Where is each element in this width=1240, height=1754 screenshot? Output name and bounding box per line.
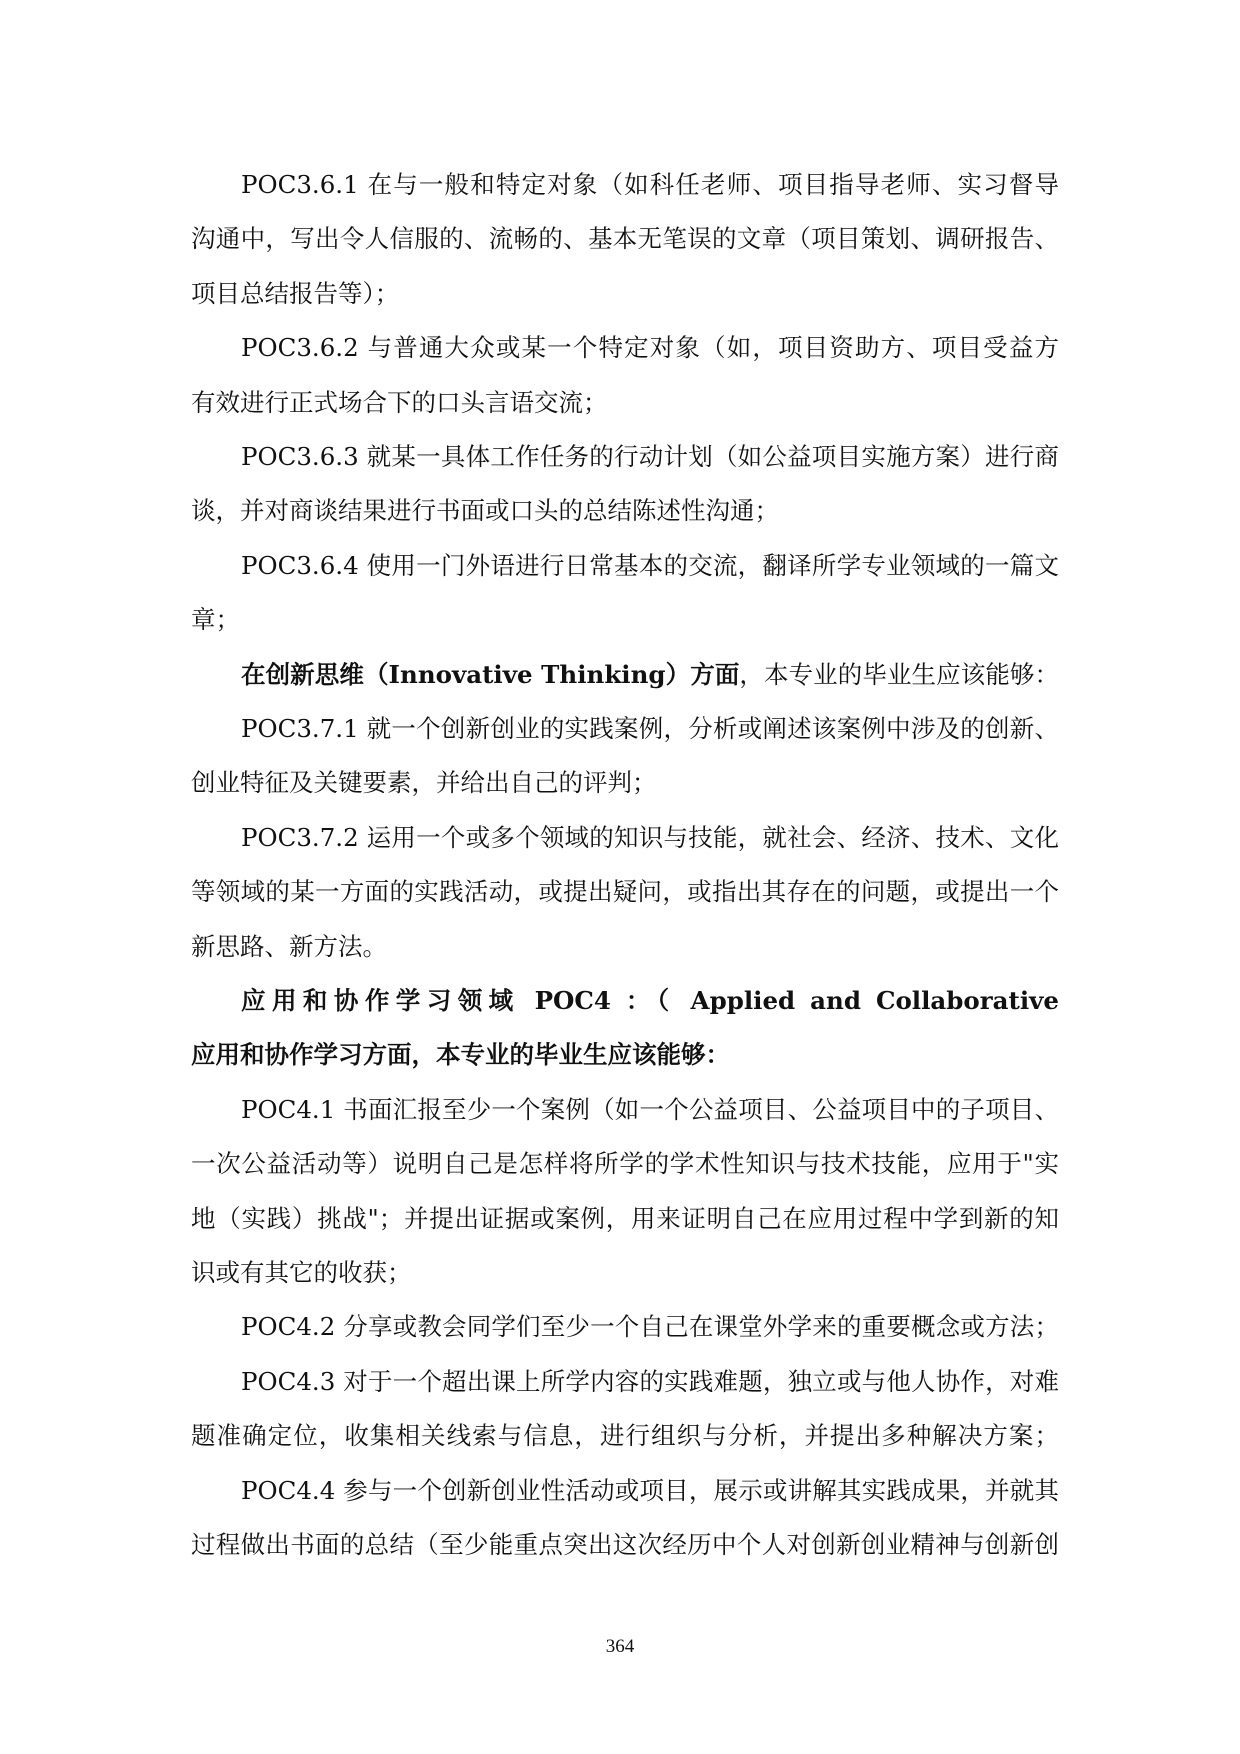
bold-heading-text: 应用和协作学习方面，本专业的毕业生应该能够： [191, 1040, 730, 1070]
text-line: 过程做出书面的总结（至少能重点突出这次经历中个人对创新创业精神与创新创 [191, 1530, 1059, 1559]
text-line: POC4.3 对于一个超出课上所学内容的实践难题，独立或与他人协作，对难 [241, 1366, 1059, 1396]
text-line [191, 648, 1059, 702]
text-line: POC3.6.1 在与一般和特定对象（如科任老师、项目指导老师、实习督导 [241, 170, 1059, 199]
text-line: 识或有其它的收获； [191, 1258, 412, 1287]
text-line: 等领域的某一方面的实践活动，或提出疑问，或指出其存在的问题，或提出一个 [191, 877, 1059, 907]
text-line: POC3.7.2 运用一个或多个领域的知识与技能，就社会、经济、技术、文化 [241, 822, 1059, 852]
text-line [191, 1028, 1059, 1082]
text-line: 创业特征及关键要素，并给出自己的评判； [191, 768, 657, 798]
bold-heading-text: 在创新思维（Innovative Thinking）方面 [241, 659, 740, 689]
heading-continuation-text: ，本专业的毕业生应该能够： [739, 659, 1059, 689]
text-line: POC3.6.2 与普通大众或某一个特定对象（如，项目资助方、项目受益方 [241, 333, 1059, 363]
text-line: POC3.6.3 就某一具体工作任务的行动计划（如公益项目实施方案）进行商 [241, 442, 1059, 471]
text-line: 谈，并对商谈结果进行书面或口头的总结陈述性沟通； [191, 496, 779, 526]
text-line: 项目总结报告等）； [191, 278, 400, 308]
text-line: 章； [191, 605, 240, 635]
bold-heading-text: 应用和协作学习领域 POC4 ：（ Applied and Collaborative [241, 986, 1059, 1015]
text-line: 地（实践）挑战"；并提出证据或案例，用来证明自己在应用过程中学到新的知 [191, 1203, 1059, 1233]
text-line: POC3.7.1 就一个创新创业的实践案例，分析或阐述该案例中涉及的创新、 [241, 714, 1059, 743]
text-line: POC4.1 书面汇报至少一个案例（如一个公益项目、公益项目中的子项目、 [241, 1094, 1059, 1124]
text-line: 有效进行正式场合下的口头言语交流； [191, 387, 608, 417]
text-line: POC3.6.4 使用一门外语进行日常基本的交流，翻译所学专业领域的一篇文 [241, 550, 1059, 580]
text-line: POC4.2 分享或教会同学们至少一个自己在课堂外学来的重要概念或方法； [241, 1312, 1059, 1342]
text-line [191, 974, 1059, 1028]
text-line: 沟通中，写出令人信服的、流畅的、基本无笔误的文章（项目策划、调研报告、 [191, 224, 1059, 254]
text-line: 一次公益活动等）说明自己是怎样将所学的学术性知识与技术技能，应用于"实 [191, 1149, 1059, 1179]
text-line: 新思路、新方法。 [191, 931, 387, 961]
page-number: 364 [605, 1636, 635, 1657]
text-line: 题准确定位，收集相关线索与信息，进行组织与分析，并提出多种解决方案； [191, 1421, 1059, 1451]
text-line: POC4.4 参与一个创新创业性活动或项目，展示或讲解其实践成果，并就其 [241, 1475, 1059, 1505]
